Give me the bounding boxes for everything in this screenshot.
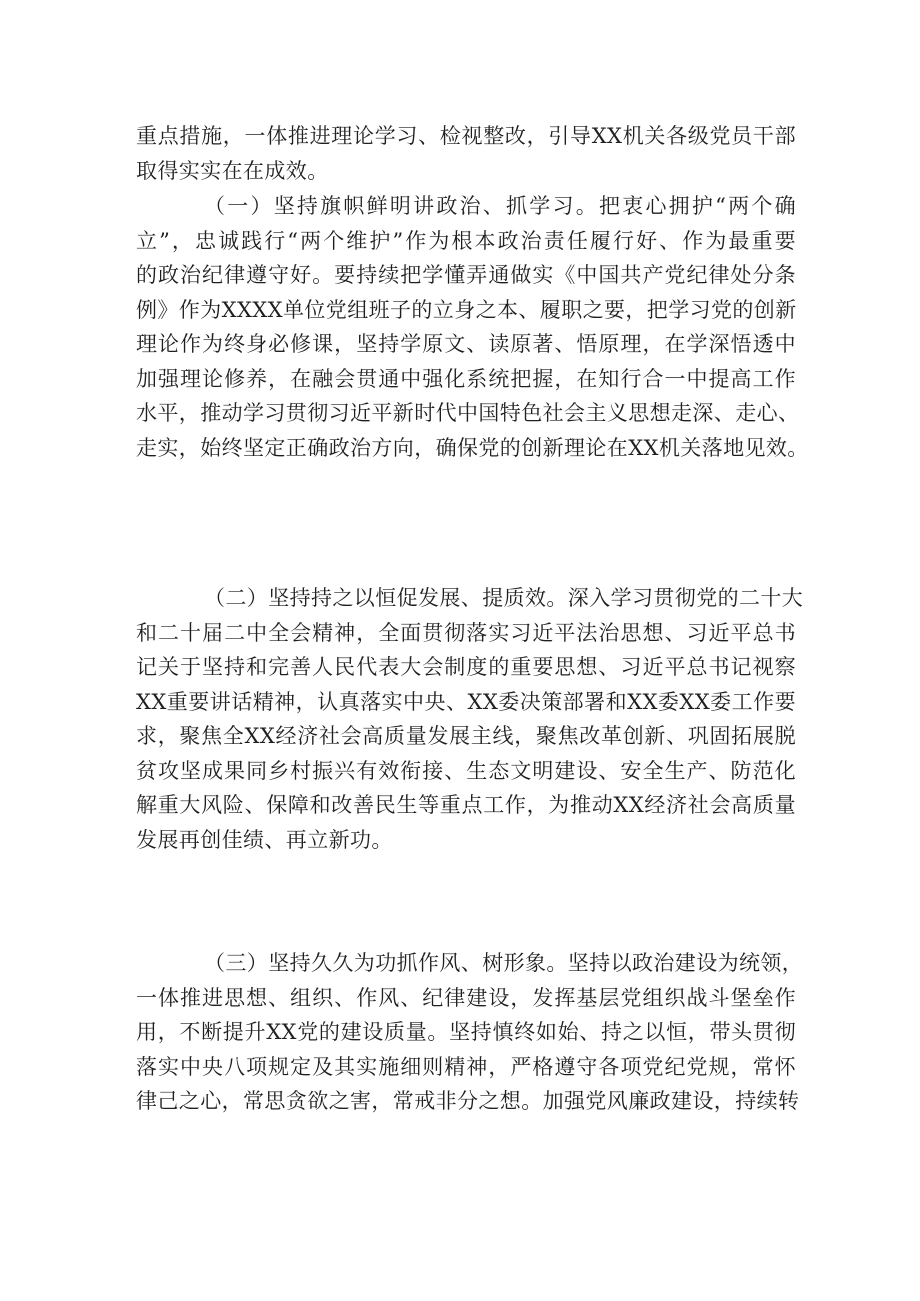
text-line: 例》作为XXXX单位党组班子的立身之本、履职之要，把学习党的创新 xyxy=(136,297,797,322)
text-line: 的政治纪律遵守好。要持续把学懂弄通做实《中国共产党纪律处分条 xyxy=(136,263,796,287)
text-line: 取得实实在在成效。 xyxy=(136,158,329,183)
paragraph-section-2 xyxy=(136,581,804,857)
text-line: 贫攻坚成果同乡村振兴有效衔接、生态文明建设、安全生产、防范化 xyxy=(136,758,796,783)
text-line: （一）坚持旗帜鲜明讲政治、抓学习。把衷心拥护“两个确 xyxy=(204,194,796,218)
text-line: 和二十届二中全会精神，全面贯彻落实习近平法治思想、习近平总书 xyxy=(136,620,796,645)
text-line: 加强理论修养，在融会贯通中强化系统把握，在知行合一中提高工作 xyxy=(136,366,796,391)
text-line: 发展再创佳绩、再立新功。 xyxy=(136,827,393,852)
text-line: 走实，始终坚定正确政治方向，确保党的创新理论在XX机关落地见效。 xyxy=(136,435,809,460)
text-line: XX重要讲话精神，认真落实中央、XX委决策部署和XX委XX委工作要 xyxy=(136,689,796,714)
paragraph-section-3 xyxy=(136,946,804,1119)
text-line: 立”，忠诚践行“两个维护”作为根本政治责任履行好、作为最重要 xyxy=(136,228,796,253)
text-line: （二）坚持持之以恒促发展、提质效。深入学习贯彻党的二十大 xyxy=(204,586,804,610)
paragraph-intro xyxy=(136,119,796,188)
text-line: 律己之心，常思贪欲之害，常戒非分之想。加强党风廉政建设，持续转 xyxy=(136,1089,800,1113)
text-line: 重点措施，一体推进理论学习、检视整改，引导XX机关各级党员干部 xyxy=(136,124,796,148)
paragraph-section-1 xyxy=(136,189,809,465)
text-line: 用，不断提升XX党的建设质量。坚持慎终如始、持之以恒，带头贯彻 xyxy=(136,1020,796,1044)
text-line: 理论作为终身必修课，坚持学原文、读原著、悟原理，在学深悟透中 xyxy=(136,332,796,356)
text-line: 求，聚焦全XX经济社会高质量发展主线，聚焦改革创新、巩固拓展脱 xyxy=(136,724,796,748)
text-line: 解重大风险、保障和改善民生等重点工作，为推动XX经济社会高质量 xyxy=(136,793,796,817)
text-line: 记关于坚持和完善人民代表大会制度的重要思想、习近平总书记视察 xyxy=(136,655,796,679)
text-line: 一体推进思想、组织、作风、纪律建设，发挥基层党组织战斗堡垒作 xyxy=(136,985,796,1010)
text-line: 水平，推动学习贯彻习近平新时代中国特色社会主义思想走深、走心、 xyxy=(136,401,800,425)
text-line: （三）坚持久久为功抓作风、树形象。坚持以政治建设为统领， xyxy=(204,951,804,975)
text-line: 落实中央八项规定及其实施细则精神，严格遵守各项党纪党规，常怀 xyxy=(136,1054,796,1079)
